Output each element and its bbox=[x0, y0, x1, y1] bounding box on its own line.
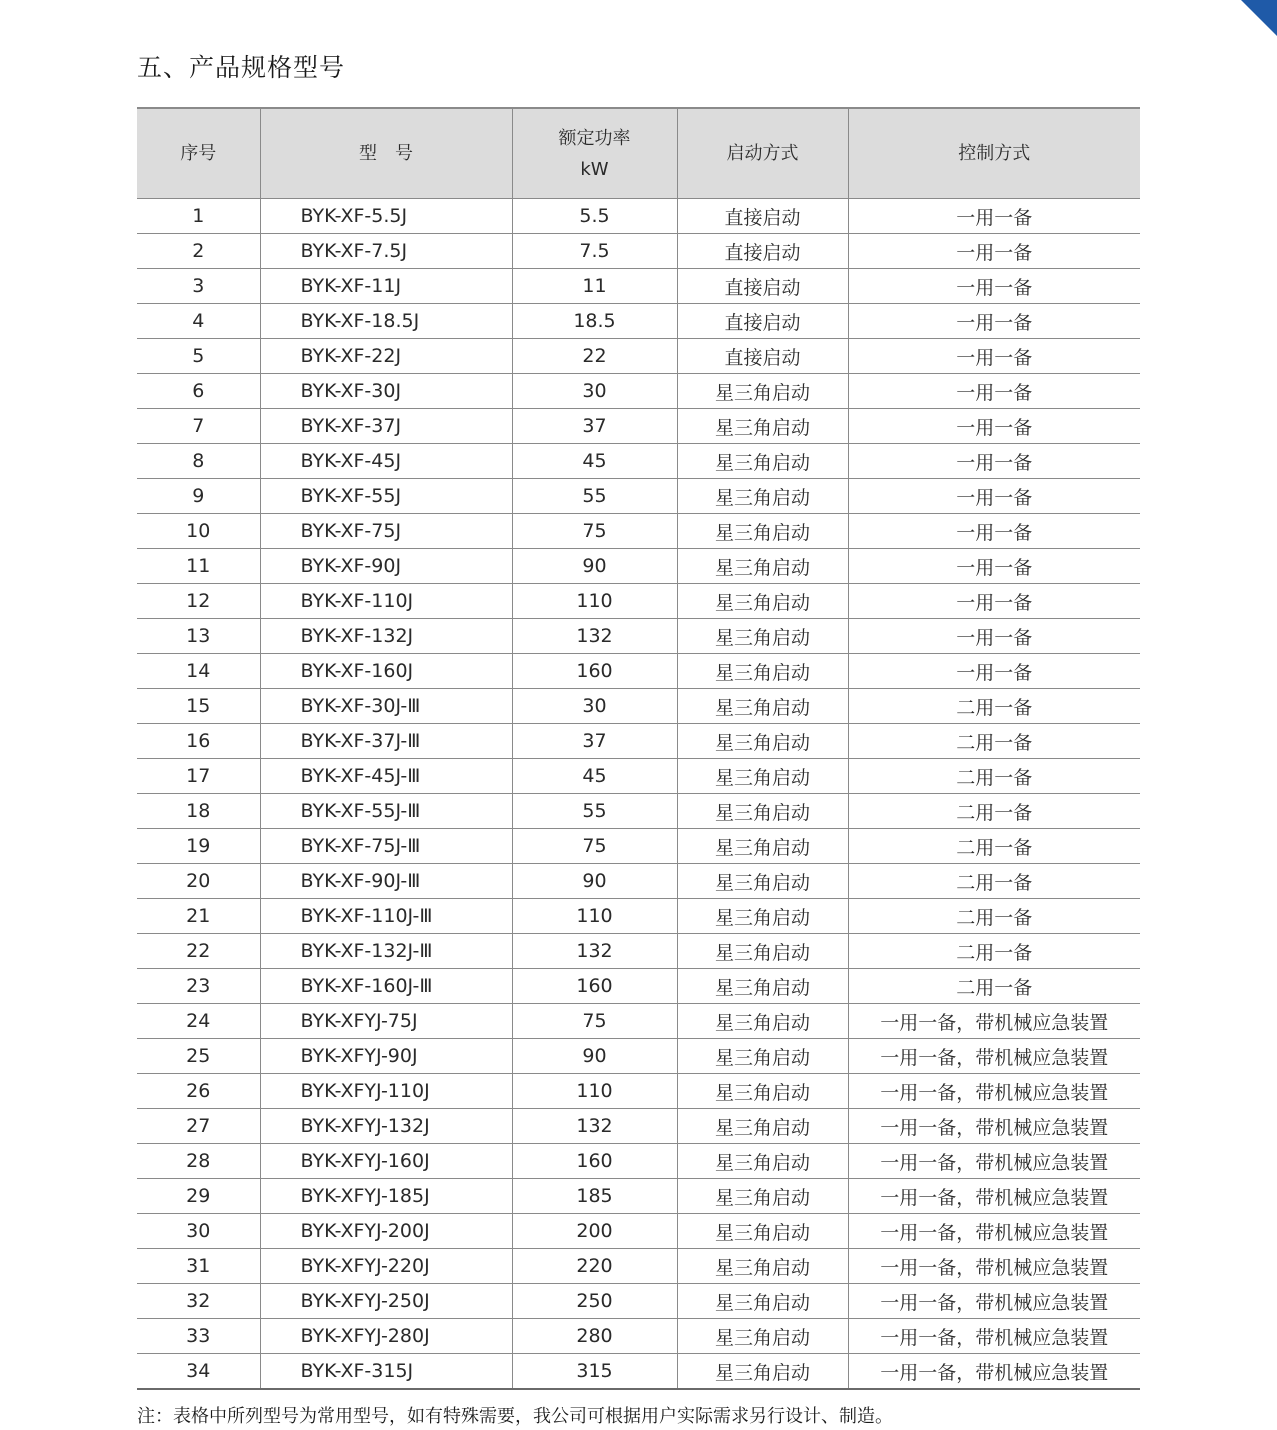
table-row bbox=[137, 899, 1140, 934]
cell-power: 7.5 bbox=[512, 234, 677, 269]
cell-start: 星三角启动 bbox=[677, 549, 848, 584]
cell-power: 185 bbox=[512, 1179, 677, 1214]
cell-control: 一用一备 bbox=[848, 514, 1140, 549]
cell-control: 二用一备 bbox=[848, 864, 1140, 899]
cell-index: 12 bbox=[137, 584, 260, 619]
cell-power: 30 bbox=[512, 689, 677, 724]
table-row bbox=[137, 1354, 1140, 1390]
cell-start: 星三角启动 bbox=[677, 1249, 848, 1284]
cell-model: BYK-XF-7.5J bbox=[260, 234, 512, 269]
cell-power: 37 bbox=[512, 409, 677, 444]
cell-control: 一用一备，带机械应急装置 bbox=[848, 1354, 1140, 1390]
cell-model: BYK-XF-22J bbox=[260, 339, 512, 374]
cell-start: 星三角启动 bbox=[677, 409, 848, 444]
cell-index: 1 bbox=[137, 199, 260, 234]
cell-control: 一用一备 bbox=[848, 234, 1140, 269]
cell-index: 25 bbox=[137, 1039, 260, 1074]
table-row bbox=[137, 1004, 1140, 1039]
cell-start: 直接启动 bbox=[677, 234, 848, 269]
cell-power: 22 bbox=[512, 339, 677, 374]
cell-start: 星三角启动 bbox=[677, 654, 848, 689]
cell-power: 160 bbox=[512, 654, 677, 689]
cell-index: 26 bbox=[137, 1074, 260, 1109]
cell-start: 星三角启动 bbox=[677, 1214, 848, 1249]
cell-index: 6 bbox=[137, 374, 260, 409]
cell-model: BYK-XF-160J-Ⅲ bbox=[260, 969, 512, 1004]
cell-model: BYK-XFYJ-90J bbox=[260, 1039, 512, 1074]
cell-index: 30 bbox=[137, 1214, 260, 1249]
cell-index: 20 bbox=[137, 864, 260, 899]
cell-control: 一用一备，带机械应急装置 bbox=[848, 1074, 1140, 1109]
cell-control: 一用一备，带机械应急装置 bbox=[848, 1319, 1140, 1354]
cell-model: BYK-XF-75J-Ⅲ bbox=[260, 829, 512, 864]
cell-index: 16 bbox=[137, 724, 260, 759]
cell-power: 200 bbox=[512, 1214, 677, 1249]
cell-model: BYK-XFYJ-75J bbox=[260, 1004, 512, 1039]
cell-index: 19 bbox=[137, 829, 260, 864]
cell-power: 315 bbox=[512, 1354, 677, 1390]
header-power-unit: kW bbox=[580, 158, 609, 180]
cell-power: 30 bbox=[512, 374, 677, 409]
cell-index: 15 bbox=[137, 689, 260, 724]
cell-power: 75 bbox=[512, 514, 677, 549]
table-row bbox=[137, 619, 1140, 654]
table-row bbox=[137, 234, 1140, 269]
cell-power: 250 bbox=[512, 1284, 677, 1319]
cell-control: 一用一备 bbox=[848, 549, 1140, 584]
footnote: 注：表格中所列型号为常用型号，如有特殊需要，我公司可根据用户实际需求另行设计、制造。 bbox=[137, 1406, 893, 1427]
header-control: 控制方式 bbox=[848, 108, 1140, 199]
cell-start: 星三角启动 bbox=[677, 1179, 848, 1214]
cell-control: 一用一备 bbox=[848, 199, 1140, 234]
cell-control: 一用一备 bbox=[848, 374, 1140, 409]
cell-control: 一用一备，带机械应急装置 bbox=[848, 1214, 1140, 1249]
cell-start: 星三角启动 bbox=[677, 794, 848, 829]
cell-index: 33 bbox=[137, 1319, 260, 1354]
cell-model: BYK-XFYJ-220J bbox=[260, 1249, 512, 1284]
cell-power: 280 bbox=[512, 1319, 677, 1354]
cell-power: 11 bbox=[512, 269, 677, 304]
cell-power: 90 bbox=[512, 1039, 677, 1074]
table-body bbox=[137, 199, 1140, 1390]
cell-control: 一用一备，带机械应急装置 bbox=[848, 1109, 1140, 1144]
table-row bbox=[137, 1109, 1140, 1144]
cell-index: 21 bbox=[137, 899, 260, 934]
cell-start: 星三角启动 bbox=[677, 584, 848, 619]
table-row bbox=[137, 724, 1140, 759]
cell-index: 9 bbox=[137, 479, 260, 514]
cell-control: 二用一备 bbox=[848, 969, 1140, 1004]
cell-control: 一用一备 bbox=[848, 619, 1140, 654]
cell-model: BYK-XFYJ-250J bbox=[260, 1284, 512, 1319]
cell-model: BYK-XF-55J bbox=[260, 479, 512, 514]
cell-start: 星三角启动 bbox=[677, 374, 848, 409]
table-row bbox=[137, 1284, 1140, 1319]
cell-index: 17 bbox=[137, 759, 260, 794]
cell-model: BYK-XF-37J-Ⅲ bbox=[260, 724, 512, 759]
cell-start: 星三角启动 bbox=[677, 1144, 848, 1179]
cell-start: 星三角启动 bbox=[677, 444, 848, 479]
table-row bbox=[137, 479, 1140, 514]
cell-control: 一用一备 bbox=[848, 444, 1140, 479]
header-index: 序号 bbox=[137, 108, 260, 199]
cell-model: BYK-XF-90J-Ⅲ bbox=[260, 864, 512, 899]
cell-index: 14 bbox=[137, 654, 260, 689]
cell-model: BYK-XF-30J-Ⅲ bbox=[260, 689, 512, 724]
table-row bbox=[137, 374, 1140, 409]
cell-power: 132 bbox=[512, 619, 677, 654]
table-row bbox=[137, 1074, 1140, 1109]
cell-model: BYK-XFYJ-160J bbox=[260, 1144, 512, 1179]
header-power bbox=[512, 108, 677, 199]
table-row bbox=[137, 444, 1140, 479]
cell-index: 7 bbox=[137, 409, 260, 444]
cell-control: 一用一备 bbox=[848, 339, 1140, 374]
spec-table bbox=[137, 107, 1140, 1390]
table-row bbox=[137, 759, 1140, 794]
table-row bbox=[137, 864, 1140, 899]
table-row bbox=[137, 654, 1140, 689]
cell-power: 55 bbox=[512, 794, 677, 829]
cell-control: 一用一备 bbox=[848, 479, 1140, 514]
cell-start: 星三角启动 bbox=[677, 899, 848, 934]
cell-control: 二用一备 bbox=[848, 934, 1140, 969]
cell-power: 75 bbox=[512, 1004, 677, 1039]
table-row bbox=[137, 1179, 1140, 1214]
cell-index: 24 bbox=[137, 1004, 260, 1039]
cell-control: 一用一备，带机械应急装置 bbox=[848, 1179, 1140, 1214]
cell-control: 一用一备，带机械应急装置 bbox=[848, 1039, 1140, 1074]
cell-model: BYK-XF-90J bbox=[260, 549, 512, 584]
table-row bbox=[137, 269, 1140, 304]
cell-control: 一用一备 bbox=[848, 304, 1140, 339]
cell-power: 110 bbox=[512, 1074, 677, 1109]
cell-model: BYK-XF-11J bbox=[260, 269, 512, 304]
cell-model: BYK-XFYJ-200J bbox=[260, 1214, 512, 1249]
cell-start: 星三角启动 bbox=[677, 1319, 848, 1354]
cell-start: 星三角启动 bbox=[677, 864, 848, 899]
cell-model: BYK-XF-45J-Ⅲ bbox=[260, 759, 512, 794]
cell-index: 23 bbox=[137, 969, 260, 1004]
cell-index: 34 bbox=[137, 1354, 260, 1390]
cell-model: BYK-XF-5.5J bbox=[260, 199, 512, 234]
cell-start: 星三角启动 bbox=[677, 689, 848, 724]
cell-model: BYK-XFYJ-185J bbox=[260, 1179, 512, 1214]
cell-control: 二用一备 bbox=[848, 759, 1140, 794]
cell-index: 27 bbox=[137, 1109, 260, 1144]
cell-start: 星三角启动 bbox=[677, 934, 848, 969]
cell-power: 132 bbox=[512, 1109, 677, 1144]
cell-power: 37 bbox=[512, 724, 677, 759]
cell-control: 一用一备，带机械应急装置 bbox=[848, 1144, 1140, 1179]
cell-index: 8 bbox=[137, 444, 260, 479]
cell-control: 一用一备 bbox=[848, 654, 1140, 689]
cell-start: 星三角启动 bbox=[677, 1109, 848, 1144]
cell-start: 星三角启动 bbox=[677, 1354, 848, 1390]
cell-control: 二用一备 bbox=[848, 689, 1140, 724]
cell-power: 18.5 bbox=[512, 304, 677, 339]
cell-model: BYK-XF-132J bbox=[260, 619, 512, 654]
table-row bbox=[137, 1319, 1140, 1354]
cell-power: 5.5 bbox=[512, 199, 677, 234]
cell-model: BYK-XF-55J-Ⅲ bbox=[260, 794, 512, 829]
cell-model: BYK-XF-132J-Ⅲ bbox=[260, 934, 512, 969]
table-row bbox=[137, 1249, 1140, 1284]
cell-start: 星三角启动 bbox=[677, 1039, 848, 1074]
cell-model: BYK-XF-37J bbox=[260, 409, 512, 444]
cell-start: 直接启动 bbox=[677, 199, 848, 234]
cell-power: 45 bbox=[512, 759, 677, 794]
cell-index: 10 bbox=[137, 514, 260, 549]
cell-index: 29 bbox=[137, 1179, 260, 1214]
cell-index: 18 bbox=[137, 794, 260, 829]
cell-control: 一用一备，带机械应急装置 bbox=[848, 1004, 1140, 1039]
table-row bbox=[137, 584, 1140, 619]
table-row bbox=[137, 339, 1140, 374]
table-row bbox=[137, 514, 1140, 549]
cell-index: 4 bbox=[137, 304, 260, 339]
table-row bbox=[137, 794, 1140, 829]
cell-index: 13 bbox=[137, 619, 260, 654]
corner-accent bbox=[1241, 0, 1277, 36]
table-row bbox=[137, 1144, 1140, 1179]
cell-power: 110 bbox=[512, 584, 677, 619]
cell-start: 直接启动 bbox=[677, 304, 848, 339]
header-power-label: 额定功率 bbox=[558, 127, 631, 149]
cell-index: 22 bbox=[137, 934, 260, 969]
cell-index: 5 bbox=[137, 339, 260, 374]
cell-power: 160 bbox=[512, 969, 677, 1004]
cell-start: 星三角启动 bbox=[677, 829, 848, 864]
cell-start: 星三角启动 bbox=[677, 479, 848, 514]
cell-index: 28 bbox=[137, 1144, 260, 1179]
cell-power: 160 bbox=[512, 1144, 677, 1179]
section-title: 五、产品规格型号 bbox=[137, 53, 346, 82]
table-row bbox=[137, 969, 1140, 1004]
cell-model: BYK-XF-110J-Ⅲ bbox=[260, 899, 512, 934]
cell-control: 二用一备 bbox=[848, 794, 1140, 829]
cell-power: 220 bbox=[512, 1249, 677, 1284]
cell-power: 90 bbox=[512, 864, 677, 899]
cell-model: BYK-XF-18.5J bbox=[260, 304, 512, 339]
table-header bbox=[137, 108, 1140, 199]
table-row bbox=[137, 934, 1140, 969]
header-start: 启动方式 bbox=[677, 108, 848, 199]
table-row bbox=[137, 689, 1140, 724]
table-row bbox=[137, 409, 1140, 444]
cell-power: 110 bbox=[512, 899, 677, 934]
cell-index: 3 bbox=[137, 269, 260, 304]
cell-control: 一用一备 bbox=[848, 409, 1140, 444]
cell-model: BYK-XF-30J bbox=[260, 374, 512, 409]
cell-model: BYK-XF-110J bbox=[260, 584, 512, 619]
cell-start: 直接启动 bbox=[677, 339, 848, 374]
cell-control: 二用一备 bbox=[848, 724, 1140, 759]
table-row bbox=[137, 829, 1140, 864]
cell-start: 星三角启动 bbox=[677, 724, 848, 759]
cell-power: 45 bbox=[512, 444, 677, 479]
cell-model: BYK-XFYJ-132J bbox=[260, 1109, 512, 1144]
cell-model: BYK-XFYJ-280J bbox=[260, 1319, 512, 1354]
table-row bbox=[137, 199, 1140, 234]
cell-control: 一用一备 bbox=[848, 269, 1140, 304]
cell-control: 二用一备 bbox=[848, 899, 1140, 934]
cell-start: 星三角启动 bbox=[677, 1004, 848, 1039]
cell-start: 星三角启动 bbox=[677, 619, 848, 654]
cell-index: 32 bbox=[137, 1284, 260, 1319]
cell-control: 一用一备，带机械应急装置 bbox=[848, 1249, 1140, 1284]
cell-control: 二用一备 bbox=[848, 829, 1140, 864]
cell-power: 90 bbox=[512, 549, 677, 584]
cell-control: 一用一备，带机械应急装置 bbox=[848, 1284, 1140, 1319]
cell-index: 2 bbox=[137, 234, 260, 269]
cell-index: 31 bbox=[137, 1249, 260, 1284]
cell-control: 一用一备 bbox=[848, 584, 1140, 619]
cell-model: BYK-XF-315J bbox=[260, 1354, 512, 1390]
table-row bbox=[137, 304, 1140, 339]
cell-model: BYK-XF-45J bbox=[260, 444, 512, 479]
table-row bbox=[137, 549, 1140, 584]
cell-model: BYK-XF-75J bbox=[260, 514, 512, 549]
header-model: 型 号 bbox=[260, 108, 512, 199]
cell-power: 132 bbox=[512, 934, 677, 969]
cell-index: 11 bbox=[137, 549, 260, 584]
cell-start: 星三角启动 bbox=[677, 1284, 848, 1319]
cell-power: 55 bbox=[512, 479, 677, 514]
cell-start: 星三角启动 bbox=[677, 969, 848, 1004]
cell-start: 星三角启动 bbox=[677, 1074, 848, 1109]
table-row bbox=[137, 1039, 1140, 1074]
cell-start: 星三角启动 bbox=[677, 514, 848, 549]
table-row bbox=[137, 1214, 1140, 1249]
cell-start: 直接启动 bbox=[677, 269, 848, 304]
cell-power: 75 bbox=[512, 829, 677, 864]
cell-start: 星三角启动 bbox=[677, 759, 848, 794]
cell-model: BYK-XF-160J bbox=[260, 654, 512, 689]
cell-model: BYK-XFYJ-110J bbox=[260, 1074, 512, 1109]
